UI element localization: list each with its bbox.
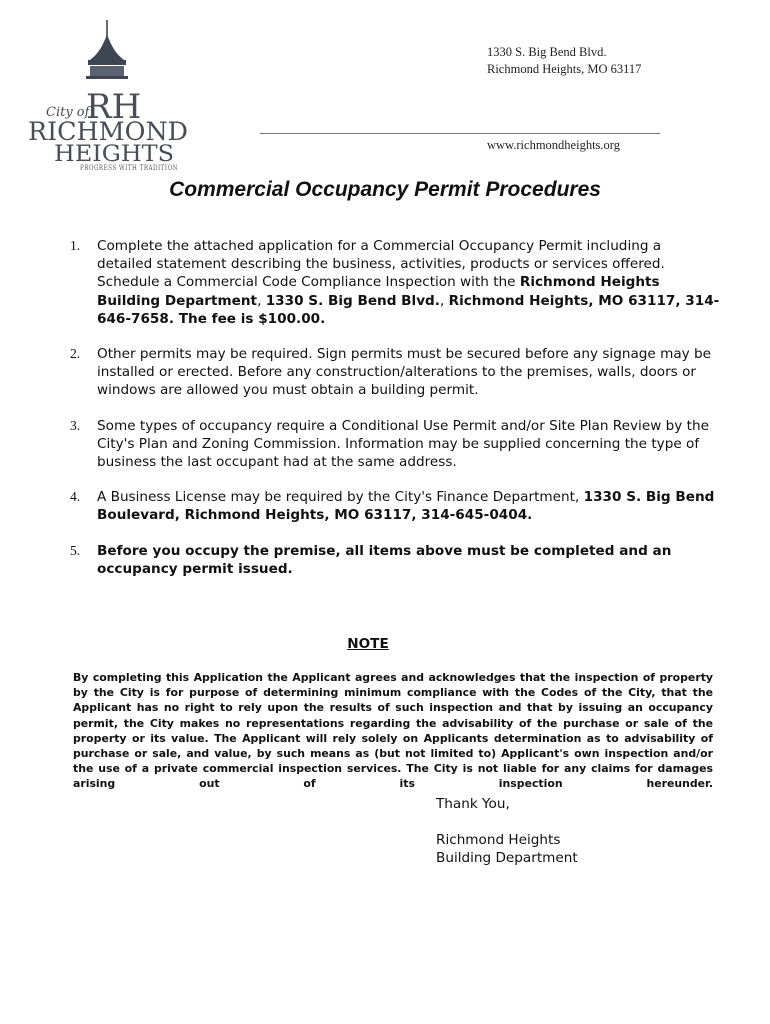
procedure-step bbox=[70, 237, 720, 328]
logo-monogram: RH bbox=[86, 87, 142, 127]
procedure-steps bbox=[70, 237, 720, 595]
closing-org-line-2: Building Department bbox=[436, 850, 578, 867]
logo-tagline: PROGRESS WITH TRADITION bbox=[80, 164, 178, 172]
procedure-step bbox=[70, 488, 720, 524]
step-text-bold: Richmond Heights Building Department bbox=[97, 274, 660, 309]
address-line-2: Richmond Heights, MO 63117 bbox=[487, 62, 642, 76]
logo-word-heights: HEIGHTS bbox=[54, 142, 174, 167]
procedure-step bbox=[70, 417, 720, 472]
step-number: 1. bbox=[70, 238, 81, 253]
step-text-bold: Richmond Heights, MO 63117, 314-646-7658. The fee is $100.00. bbox=[97, 292, 720, 327]
address-line-1: 1330 S. Big Bend Blvd. bbox=[487, 45, 607, 59]
closing-org-line-1: Richmond Heights bbox=[436, 832, 561, 849]
closing-thanks: Thank You, bbox=[436, 796, 510, 812]
step-text-segment: Other permits may be required. Sign permits must be secured before any signage may be installed or erected. Before any construction/alterations to the premises, walls, doors or windows are allowed you must obtain a building permit. bbox=[97, 346, 712, 399]
step-text-segment: Some types of occupancy require a Conditional Use Permit and/or Site Plan Review by the City's Plan and Zoning Commission. Information may be supplied concerning the type of business the last occupant had at the same address. bbox=[97, 417, 709, 471]
steeple-icon bbox=[86, 20, 128, 79]
note-body: By completing this Application the Applicant agrees and acknowledges that the inspection of property by the City is for purpose of determining minimum compliance with the Codes of the City, that the Applicant has no right to rely upon the results of such inspection and that by issuing an occupancy permit, the City makes no representations regarding the advisability of the purchase or sale of the property or its value. The Applicant will rely solely on Applicants determination as to advisability of purchase or sale, and value, by such means as (but not limited to) Applicant's own inspection and/or the use of a private commercial inspection services. The City is not liable for any claims for damages arising out of its inspection hereunder. bbox=[73, 671, 713, 791]
note-heading: NOTE bbox=[347, 636, 389, 652]
step-number: 2. bbox=[70, 346, 81, 362]
procedure-step bbox=[70, 542, 720, 578]
step-text-segment: Complete the attached application for a Commercial Occupancy Permit including a detailed statement describing the business, activities, products or services offered. Schedule a Commercial Code Compliance Inspection with the bbox=[97, 238, 665, 291]
step-text-segment: , bbox=[439, 292, 449, 309]
step-text-segment: A Business License may be required by the City's Finance Department, bbox=[97, 489, 584, 506]
step-number: 3. bbox=[70, 417, 81, 433]
city-logo bbox=[24, 20, 194, 172]
step-text bbox=[97, 237, 720, 328]
procedure-step bbox=[70, 345, 720, 400]
page-title: Commercial Occupancy Permit Procedures bbox=[169, 178, 601, 201]
header-address bbox=[487, 44, 641, 78]
header-divider bbox=[260, 133, 660, 134]
step-text bbox=[97, 488, 720, 524]
step-text-bold: Before you occupy the premise, all items above must be completed and an occupancy permit issued. bbox=[97, 542, 672, 577]
step-text bbox=[97, 345, 720, 400]
step-text bbox=[97, 542, 720, 578]
step-number: 5. bbox=[70, 542, 81, 558]
step-text-bold: 1330 S. Big Bend Blvd. bbox=[265, 292, 440, 309]
step-text-segment: , bbox=[257, 292, 266, 309]
step-number: 4. bbox=[70, 489, 81, 505]
logo-city-of: City of bbox=[46, 105, 90, 120]
closing-signature bbox=[436, 795, 578, 868]
website-link[interactable]: www.richmondheights.org bbox=[487, 138, 620, 152]
step-text bbox=[97, 417, 720, 472]
logo-word-richmond: RICHMOND bbox=[28, 117, 188, 146]
step-text-bold: 1330 S. Big Bend Boulevard, Richmond Heights, MO 63117, 314-645-0404. bbox=[97, 489, 715, 524]
